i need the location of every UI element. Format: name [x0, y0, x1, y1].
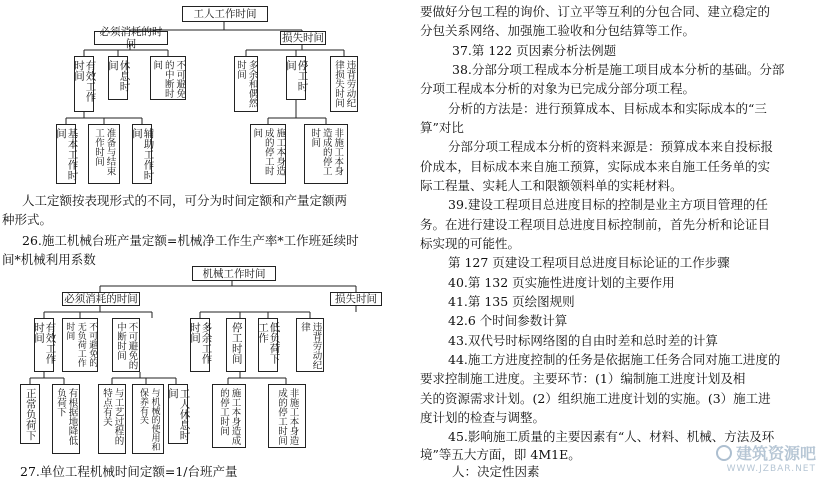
- right-line-15: 40.第 132 页实施性进度计划的主要作用: [448, 275, 675, 290]
- diagram1-node-construction-stoppage: 施工本身造成的停工时间: [250, 124, 286, 184]
- diagram1-node-effective: 有效工作时间: [74, 56, 94, 112]
- right-line-16: 41.第 135 页绘图规则: [448, 294, 575, 309]
- right-line-20: 要求控制施工进度。主要环节：(1）编制施工进度计划及相: [420, 371, 746, 386]
- watermark: [716, 441, 816, 474]
- right-line-5: 分项工程成本分析的对象为已完成分部分项工程。: [420, 81, 696, 96]
- watermark-url: WWW.JZBAR.NET: [726, 464, 816, 474]
- diagram1-left-branch: 必须消耗的时间: [94, 31, 168, 45]
- right-line-7: 算”对比: [420, 120, 464, 135]
- diagram2-right-branch: 损失时间: [330, 292, 382, 306]
- right-line-10: 际工程量、实耗人工和限额领料单的实耗材料。: [420, 178, 683, 193]
- diagram1-node-stoppage: 停工时间: [286, 56, 306, 100]
- diagram2-left-branch: 必须消耗的时间: [62, 292, 140, 306]
- watermark-logo-icon: [716, 445, 732, 461]
- diagram1-node-nonconstruction-stoppage: 非施工本身造成的停工时间: [304, 124, 348, 184]
- right-line-2: 分包关系网络、加强施工验收和分包结算等工作。: [420, 23, 696, 38]
- right-line-19: 44.施工方进度控制的任务是依据施工任务合同对施工进度的: [448, 352, 781, 367]
- diagram2-node-normal-load: 正常负荷下: [20, 384, 40, 444]
- diagram2-node-stoppage: 停工时间: [226, 318, 246, 372]
- left-para-line-2: 种形式。: [2, 212, 53, 227]
- right-line-22: 度计划的检查与调整。: [420, 410, 546, 425]
- watermark-title: 建筑资源吧: [735, 444, 816, 463]
- diagram2-root: 机械工作时间: [192, 266, 276, 281]
- right-line-25: 人：决定性因素: [452, 464, 540, 479]
- right-line-3: 37.第 122 页因素分析法例题: [452, 43, 617, 58]
- right-line-1: 要做好分包工程的询价、订立平等互利的分包合同、建立稳定的: [420, 4, 771, 19]
- diagram2-node-reduced-load: 有根据地降低负荷下: [52, 384, 80, 454]
- diagram2-node-extra-work: 多余工作时间: [190, 318, 210, 372]
- right-line-13: 标实现的可能性。: [420, 236, 521, 251]
- right-line-17: 42.6 个时间参数计算: [448, 313, 568, 328]
- right-line-6: 分析的方法是：进行预算成本、目标成本和实际成本的“三: [448, 101, 767, 116]
- diagram1-node-extra-accidental: 多余和偶然时间: [234, 56, 258, 112]
- diagram2-node-discipline: 违背劳动纪律: [296, 318, 324, 372]
- diagram2-node-low-load: 低负荷下工作: [258, 318, 278, 372]
- diagram1-node-rest: 休息时间: [108, 56, 128, 100]
- diagram2-node-construction-stoppage: 施工本身造成的停工时间: [212, 384, 246, 448]
- right-line-24: 境”等五大方面，即 4M1E。: [420, 447, 581, 462]
- diagram2-node-process-related: 与工艺过程的特点有关: [98, 384, 126, 454]
- diagram1-right-branch: 损失时间: [282, 32, 324, 44]
- left-footer-line: 27.单位工程机械时间定额=1/台班产量: [20, 464, 238, 479]
- diagram1-node-auxiliary: 辅助工作时间: [132, 124, 152, 184]
- right-line-9: 价成本，目标成本来自施工预算，实际成本来自施工任务单的实: [420, 159, 771, 174]
- diagram2-node-nonconstruction-stoppage: 非施工本身造成的停工时间: [268, 384, 306, 448]
- right-line-23: 45.影响施工质量的主要因素有“人、材料、机械、方法及环: [448, 429, 775, 444]
- diagram2-node-worker-rest: 工人休息时间: [168, 384, 188, 444]
- right-line-4: 38.分部分项工程成本分析是施工项目成本分析的基础。分部: [452, 62, 785, 77]
- diagram1-node-unavoidable-interrupt: 不可避免的中断时间: [150, 56, 186, 100]
- diagram2-node-no-load: 不可避免的无负荷工作时间: [62, 318, 98, 372]
- left-para-line-4: 间*机械利用系数: [2, 252, 96, 267]
- right-line-14: 第 127 页建设工程项目总进度目标论证的工作步骤: [448, 255, 730, 270]
- left-para-line-3: 26.施工机械台班产量定额=机械净工作生产率*工作班延续时: [22, 233, 359, 248]
- right-line-21: 关的资源需求计划。(2）组织施工进度计划的实施。(3）施工进: [420, 391, 771, 406]
- right-line-18: 43.双代号时标网络图的自由时差和总时差的计算: [448, 333, 718, 348]
- diagram1-node-discipline: 违背劳动纪律损失时间: [330, 56, 358, 112]
- diagram1-node-basic-work: 基本工作时间: [56, 124, 76, 184]
- left-para-line-1: 人工定额按表现形式的不同，可分为时间定额和产量定额两: [22, 193, 348, 208]
- diagram1-root: 工人工作时间: [182, 6, 268, 22]
- right-line-11: 39.建设工程项目总进度目标的控制是业主方项目管理的任: [448, 197, 768, 212]
- diagram2-node-unavoidable-interrupt: 不可避免的中断时间: [112, 318, 140, 372]
- diagram2-node-effective: 有效工作时间: [34, 318, 54, 372]
- diagram2-node-maintenance-related: 与机械的使用和保养有关: [132, 384, 164, 454]
- right-line-8: 分部分项工程成本分析的资料来源是：预算成本来自投标报: [448, 139, 774, 154]
- diagram1-node-prep-finish: 准备与结束工作时间: [88, 124, 120, 184]
- right-line-12: 务。在进行建设工程项目总进度目标控制前，首先分析和论证目: [420, 217, 771, 232]
